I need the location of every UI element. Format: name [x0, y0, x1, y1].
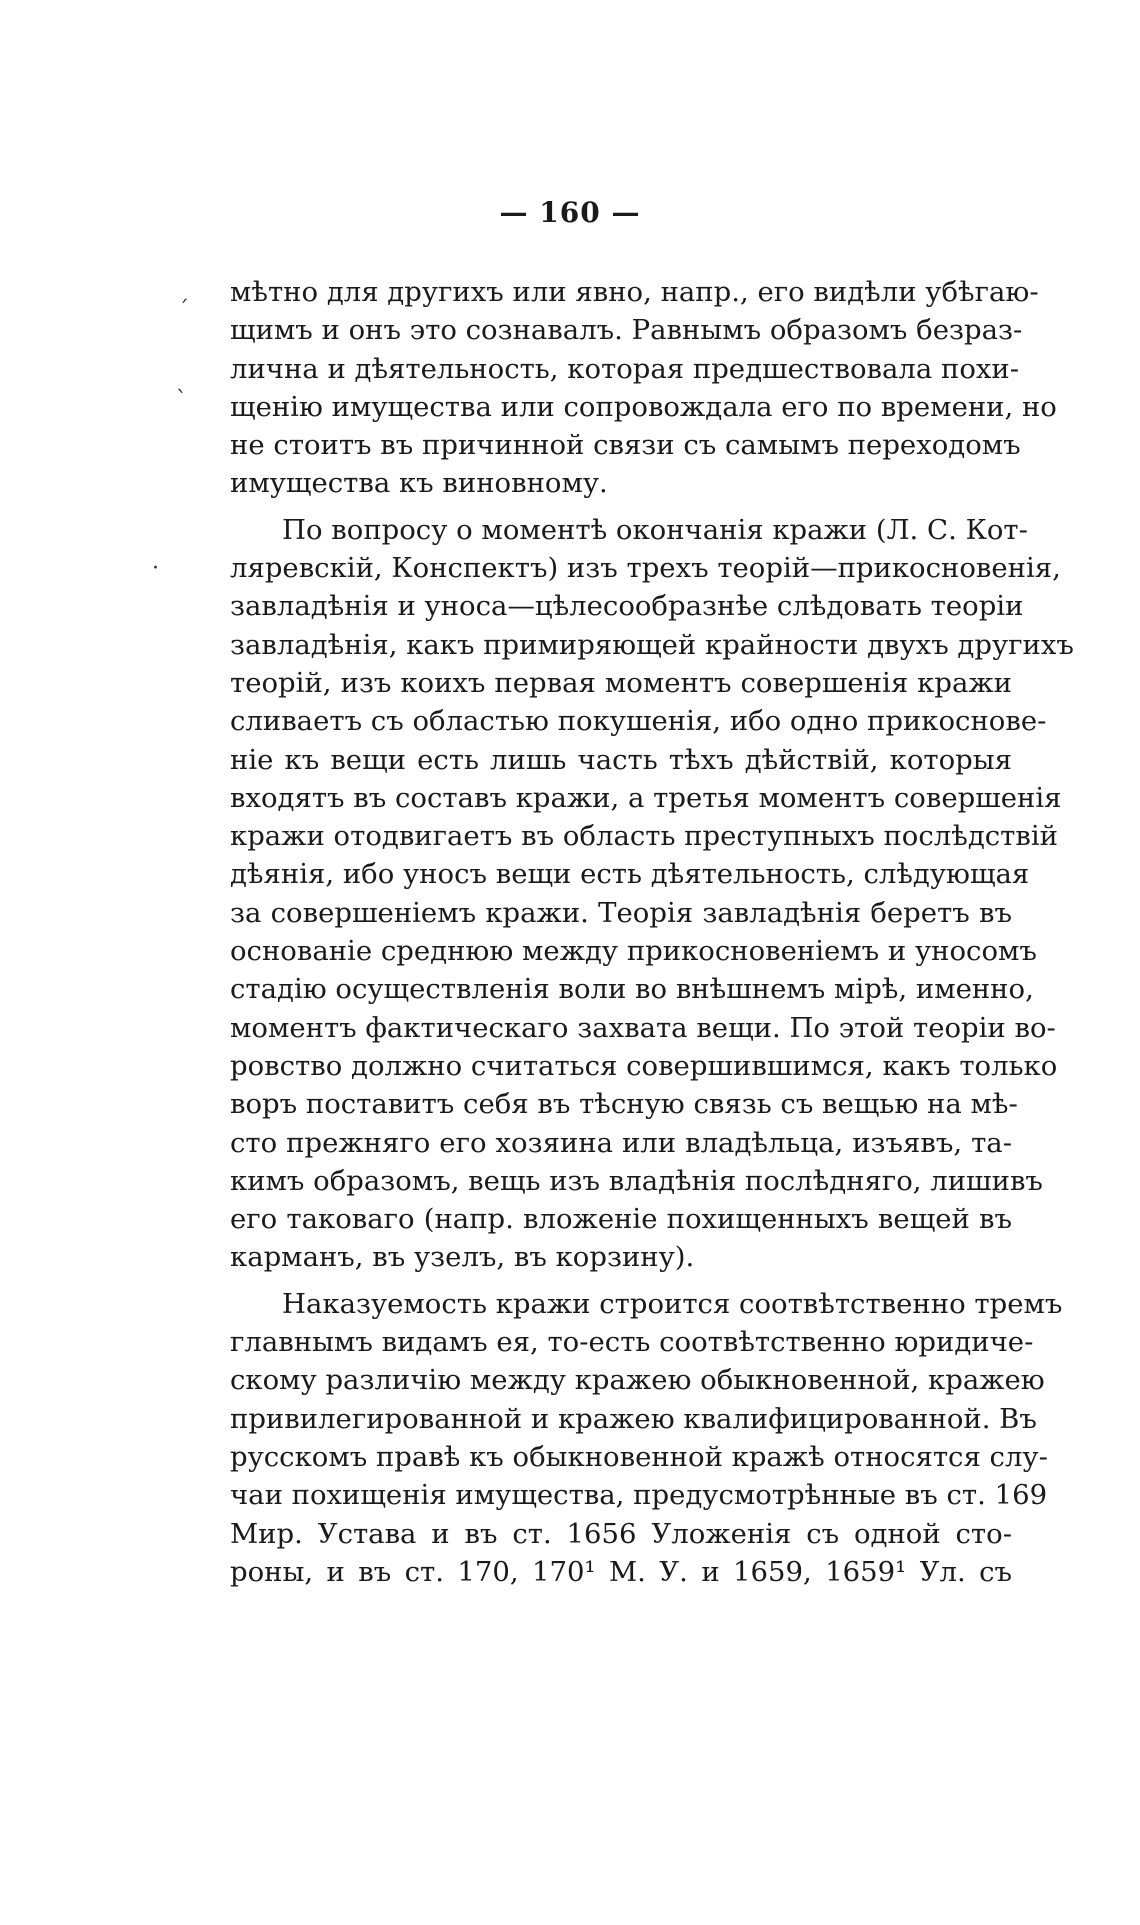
- text-line: ровство должно считаться совершившимся, какъ только: [230, 1049, 1058, 1082]
- text-line: ляревскій, Конспектъ) изъ трехъ теорій—прикосновенія,: [230, 552, 1061, 585]
- text-line: дѣянія, ибо уносъ вещи есть дѣятельность, слѣдующая: [230, 858, 1030, 891]
- paragraph: [230, 273, 1057, 503]
- text-line: имущества къ виновному.: [230, 467, 608, 500]
- text-line: скому различію между кражею обыкновенной, кражею: [230, 1364, 1045, 1397]
- margin-mark: ·: [152, 556, 159, 581]
- text-line: стадію осуществленія воли во внѣшнемъ мірѣ, именно,: [230, 973, 1034, 1006]
- text-line: привилегированной и кражею квалифицированной. Въ: [230, 1402, 1037, 1435]
- text-line: завладѣнія, какъ примиряющей крайности двухъ другихъ: [230, 628, 1074, 661]
- text-line: кимъ образомъ, вещь изъ владѣнія послѣдняго, лишивъ: [230, 1164, 1043, 1197]
- text-line: сто прежняго его хозяина или владѣльца, изъявъ, та-: [230, 1126, 1012, 1159]
- text-line: По вопросу о моментѣ окончанія кражи (Л. С. Кот-: [282, 513, 1028, 546]
- paragraph: [230, 1285, 1063, 1591]
- text-line: главнымъ видамъ ея, то-есть соотвѣтственно юридиче-: [230, 1326, 1034, 1359]
- text-line: за совершеніемъ кражи. Теорія завладѣнія беретъ въ: [230, 896, 1012, 929]
- text-line: Наказуемость кражи строится соотвѣтственно тремъ: [282, 1287, 1063, 1320]
- text-line: воръ поставитъ себя въ тѣсную связь съ вещью на мѣ-: [230, 1088, 1018, 1121]
- text-line: основаніе среднюю между прикосновеніемъ и уносомъ: [230, 935, 1037, 968]
- margin-mark: ˊ: [178, 298, 189, 323]
- text-line: карманъ, въ узелъ, въ корзину).: [230, 1241, 695, 1274]
- text-line: его таковаго (напр. вложеніе похищенныхъ вещей въ: [230, 1203, 1012, 1236]
- text-line: ніе къ вещи есть лишь часть тѣхъ дѣйствій, которыя: [230, 743, 1012, 776]
- page-number: — 160 —: [499, 196, 641, 229]
- text-line: входятъ въ составъ кражи, а третья моментъ совершенія: [230, 781, 1062, 814]
- text-line: русскомъ правѣ къ обыкновенной кражѣ относятся слу-: [230, 1440, 1048, 1473]
- text-line: щенію имущества или сопровождала его по времени, но: [230, 390, 1057, 423]
- text-line: Мир. Устава и въ ст. 1656 Уложенія съ одной сто-: [230, 1517, 1012, 1550]
- text-line: лична и дѣятельность, которая предшествовала похи-: [230, 352, 1020, 385]
- text-line: сливаетъ съ областью покушенія, ибо одно прикоснове-: [230, 705, 1047, 738]
- body-text: [230, 273, 1074, 1591]
- text-line: чаи похищенія имущества, предусмотрѣнные въ ст. 169: [230, 1479, 1048, 1512]
- text-line: теорій, изъ коихъ первая моментъ совершенія кражи: [230, 666, 1012, 699]
- margin-mark: ˋ: [176, 388, 187, 413]
- text-line: моментъ фактическаго захвата вещи. По этой теоріи во-: [230, 1011, 1056, 1044]
- text-line: мѣтно для другихъ или явно, напр., его видѣли убѣгаю-: [230, 276, 1039, 308]
- text-line: щимъ и онъ это сознавалъ. Равнымъ образомъ безраз-: [230, 314, 1023, 347]
- text-line: завладѣнія и уноса—цѣлесообразнѣе слѣдовать теоріи: [230, 590, 1024, 623]
- text-line: не стоитъ въ причинной связи съ самымъ переходомъ: [230, 429, 1021, 462]
- text-line: кражи отодвигаетъ въ область преступныхъ послѣдствій: [230, 820, 1058, 853]
- text-line: роны, и въ ст. 170, 170¹ М. У. и 1659, 1659¹ Ул. съ: [230, 1555, 1012, 1588]
- paragraph: [230, 511, 1074, 1277]
